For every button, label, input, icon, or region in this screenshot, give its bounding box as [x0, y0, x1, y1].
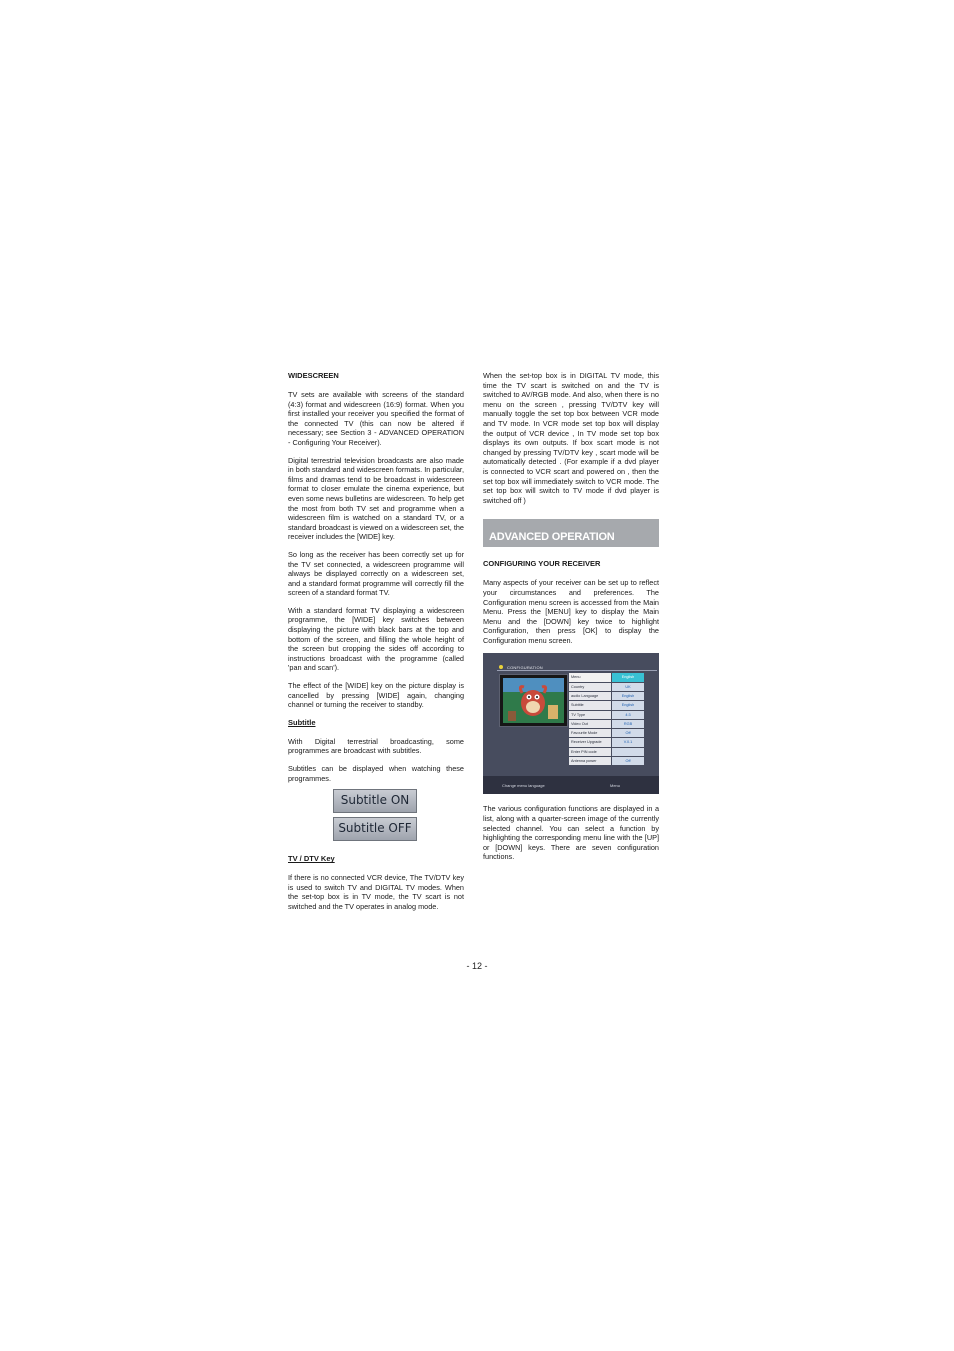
config-row-label: Subtitle	[569, 701, 611, 709]
paragraph: Many aspects of your receiver can be set up to reflect your circumstances and preferences. The Configuration menu screen is accessed from the Main Menu. Press the [MENU] key to display the Main Menu and the [DOWN] key twice to highlight Configuration, then press [OK] to display the Configuration menu screen.	[483, 578, 659, 645]
left-column	[288, 371, 464, 920]
config-row-label: audio Language	[569, 692, 611, 700]
paragraph: With Digital terrestrial broadcasting, some programmes are broadcast with subtitles.	[288, 736, 464, 756]
footer-hint-left: Change menu language	[502, 782, 545, 788]
configuration-screenshot	[483, 653, 659, 794]
config-row-label: Country	[569, 683, 611, 691]
config-row[interactable]	[569, 711, 645, 719]
advanced-operation-banner: ADVANCED OPERATION	[483, 519, 659, 547]
paragraph: The various configuration functions are displayed in a list, along with a quarter-screen image of the currently selected channel. You can select a function by highlighting the corresponding menu line with the [UP] or [DOWN] keys. There are seven configuration functions.	[483, 804, 659, 862]
config-row[interactable]	[569, 701, 645, 709]
paragraph: Subtitles can be displayed when watching these programmes.	[288, 764, 464, 783]
config-title: CONFIGURATION	[507, 664, 543, 670]
paragraph: If there is no connected VCR device, The TV/DTV key is used to switch TV and DIGITAL TV modes. When the set-top box is in TV mode, the TV scart is not switched and the TV operates in analog mode.	[288, 873, 464, 911]
config-row[interactable]	[569, 729, 645, 737]
config-divider	[497, 670, 657, 671]
config-heading: CONFIGURING YOUR RECEIVER	[483, 559, 601, 569]
config-menu-list	[569, 673, 645, 766]
config-row[interactable]	[569, 720, 645, 728]
config-row[interactable]	[569, 673, 645, 681]
paragraph: Digital terrestrial television broadcasts are also made in both standard and widescreen formats. In particular, films and dramas tend to be broadcast in widescreen format to closer emulate the cinema experience, but even some news bulletins are widescreen. To help get the most from both TV set and programme when a widescreen film is watched on a standard TV, or a standard broadcast is viewed on a widescreen set, the receiver includes the [WIDE] key.	[288, 455, 464, 542]
subtitle-off-image: Subtitle OFF	[333, 817, 417, 841]
config-row-value: Off	[612, 729, 644, 737]
config-row[interactable]	[569, 692, 645, 700]
paragraph: When the set-top box is in DIGITAL TV mode, this time the TV scart is switched on and the TV is switched to AV/RGB mode. And also, when there is no menu on the screen , pressing TV/DTV key will manually toggle the set top box between VCR mode and TV mode. In VCR mode set top box will display the output of VCR device , In TV mode set top box displays its own outputs. If box scart mode is not changed by pressing TV/DTV key , scart mode will be automatically detected . (For example if a dvd player is connected to VCR scart and powered on , then the set top box will immediately switch to VCR mode. The set top box will switch to TV mode if dvd player is switched off )	[483, 371, 659, 505]
config-row[interactable]	[569, 738, 645, 746]
config-row[interactable]	[569, 748, 645, 756]
config-row-value	[612, 748, 644, 756]
cartoon-preview-icon	[500, 675, 567, 726]
paragraph: With a standard format TV displaying a widescreen programme, the [WIDE] key switches between displaying the picture with black bars at the top and bottom of the screen, and filling the whole height of the screen but cropping the sides off according to instructions broadcast with the programme (called 'pan and scan').	[288, 605, 464, 673]
config-row-value: RGB	[612, 720, 644, 728]
config-row-value: Off	[612, 757, 644, 765]
config-row-value: UK	[612, 683, 644, 691]
config-row[interactable]	[569, 683, 645, 691]
config-row-value: English	[612, 692, 644, 700]
config-row-value: V.0.1	[612, 738, 644, 746]
config-row-label: Antenna power	[569, 757, 611, 765]
config-row-value: 4:3	[612, 711, 644, 719]
config-row-label: Favourite Mode	[569, 729, 611, 737]
config-row-label: Receiver Upgrade	[569, 738, 611, 746]
tv-dtv-heading: TV / DTV Key	[288, 854, 335, 864]
paragraph: TV sets are available with screens of the standard (4:3) format and widescreen (16:9) format. When you first installed your receiver you specified the format of the connected TV (this can now be altered if necessary; see Section 3 - ADVANCED OPERATION - Configuring Your Receiver).	[288, 390, 464, 447]
widescreen-heading: WIDESCREEN	[288, 371, 339, 380]
config-footer	[483, 776, 659, 794]
config-row[interactable]	[569, 757, 645, 765]
config-row-value: English	[612, 701, 644, 709]
subtitle-on-image: Subtitle ON	[333, 789, 417, 813]
subtitle-heading: Subtitle	[288, 717, 316, 727]
channel-preview-image	[499, 674, 568, 727]
config-row-label: Video Out	[569, 720, 611, 728]
config-bullet-icon	[499, 665, 503, 669]
config-row-label: Menu	[569, 673, 611, 681]
config-row-label: Enter PIN code	[569, 748, 611, 756]
footer-hint-right: Menu	[609, 782, 620, 788]
config-row-value: English	[612, 673, 644, 681]
page-number: - 12 -	[466, 961, 488, 971]
right-column	[483, 371, 659, 870]
config-row-label: TV Type	[569, 711, 611, 719]
paragraph: The effect of the [WIDE] key on the picture display is cancelled by pressing [WIDE] again, changing channel or turning the receiver to standby.	[288, 681, 464, 710]
paragraph: So long as the receiver has been correctly set up for the TV set connected, a widescreen programme will always be displayed correctly on a widescreen set, and a standard format programme will correctly fill the screen of a standard format TV.	[288, 549, 464, 598]
